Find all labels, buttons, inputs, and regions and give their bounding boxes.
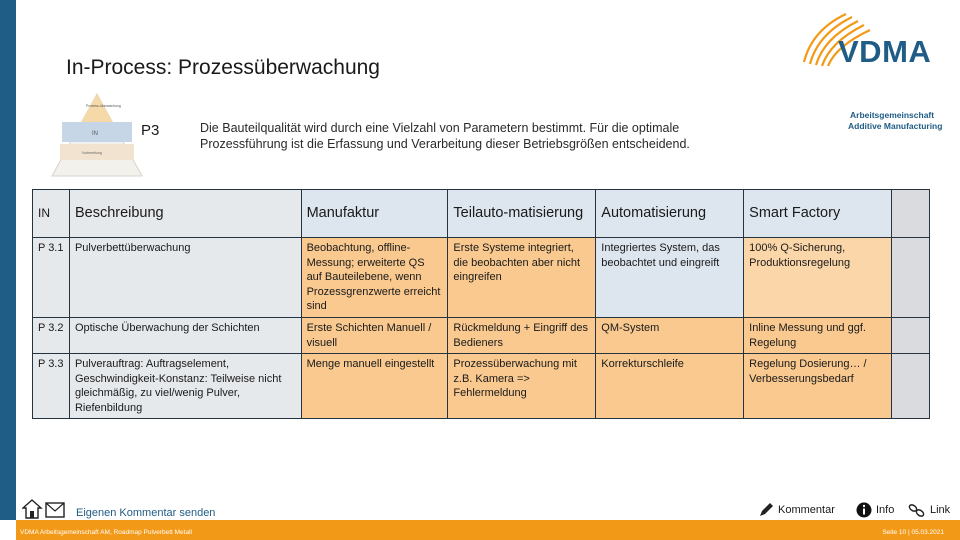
cell-extra [892, 318, 930, 354]
cell-automatisierung: Korrekturschleife [596, 354, 744, 419]
cell-extra [892, 238, 930, 318]
footer-page-date: Seite 10 | 05.03.2021 [882, 529, 944, 536]
pyramid-layer-top: Prozess-überwachung [86, 104, 121, 108]
info-icon [856, 502, 872, 518]
cell-beschreibung: Pulverauftrag: Auftragselement, Geschwindigkeit-Konstanz: Teilweise nicht gleichmäßig, zu viel/wenig Pulver, Riefenbildung [69, 354, 301, 419]
logo-subtitle-1: Arbeitsgemeinschaft [850, 110, 935, 120]
header-in: IN [33, 190, 70, 238]
cell-smart-factory: 100% Q-Sicherung, Produktionsregelung [744, 238, 892, 318]
logo-wordmark: VDMA [838, 34, 932, 69]
cell-automatisierung: Integriertes System, das beobachtet und eingreift [596, 238, 744, 318]
comment-button[interactable] [758, 502, 835, 518]
cell-id: P 3.1 [33, 238, 70, 318]
maturity-table [32, 189, 930, 419]
home-icon[interactable] [23, 500, 41, 518]
cell-manufaktur: Beobachtung, offline-Messung; erweiterte QS auf Bauteilebene, wenn Prozessgrenzwerte erreicht sind [301, 238, 448, 318]
header-automatisierung: Automatisierung [596, 190, 744, 238]
intro-text: Die Bauteilqualität wird durch eine Vielzahl von Parametern bestimmt. Für die optimale Prozessführung ist die Erfassung und Verarbeitung dieser Betriebsgrößen entscheidend. [200, 121, 690, 151]
bottom-nav-icons [22, 498, 66, 520]
cell-id: P 3.3 [33, 354, 70, 419]
cell-manufaktur: Menge manuell eingestellt [301, 354, 448, 419]
pencil-icon [758, 502, 774, 518]
header-extra [892, 190, 930, 238]
page-title: In-Process: Prozessüberwachung [66, 56, 380, 79]
vdma-logo [798, 10, 948, 135]
cell-smart-factory: Inline Messung und ggf. Regelung [744, 318, 892, 354]
header-smart-factory: Smart Factory [744, 190, 892, 238]
header-beschreibung: Beschreibung [69, 190, 301, 238]
cell-teilautomatisierung: Erste Systeme integriert, die beobachten aber nicht eingreifen [448, 238, 596, 318]
send-comment-link[interactable]: Eigenen Kommentar senden [76, 507, 216, 519]
pyramid-layer-in: IN [92, 131, 98, 137]
cell-manufaktur: Erste Schichten Manuell / visuell [301, 318, 448, 354]
table-row [33, 238, 930, 318]
link-button[interactable] [908, 502, 950, 518]
table-row [33, 318, 930, 354]
comment-label: Kommentar [778, 504, 835, 516]
cell-teilautomatisierung: Prozessüberwachung mit z.B. Kamera => Fehlermeldung [448, 354, 596, 419]
pyramid-layer-bottom: Vorbereitung [82, 151, 102, 155]
cell-automatisierung: QM-System [596, 318, 744, 354]
pyramid-top-layer [81, 94, 113, 122]
left-accent-bar [0, 0, 16, 520]
info-label: Info [876, 504, 895, 516]
info-button[interactable] [856, 502, 894, 518]
header-teilautomatisierung: Teilauto-matisierung [448, 190, 596, 238]
pyramid-diagram [50, 92, 144, 178]
link-icon [908, 502, 926, 518]
header-manufaktur: Manufaktur [301, 190, 448, 238]
logo-subtitle-2: Additive Manufacturing [848, 121, 943, 131]
cell-smart-factory: Regelung Dosierung… / Verbesserungsbedarf [744, 354, 892, 419]
table-row [33, 354, 930, 419]
pyramid-p3-label: P3 [141, 122, 160, 139]
mail-icon[interactable] [46, 503, 64, 517]
cell-id: P 3.2 [33, 318, 70, 354]
cell-beschreibung: Optische Überwachung der Schichten [69, 318, 301, 354]
cell-teilautomatisierung: Rückmeldung + Eingriff des Bedieners [448, 318, 596, 354]
cell-beschreibung: Pulverbettüberwachung [69, 238, 301, 318]
link-label: Link [930, 504, 951, 516]
table-header-row [33, 190, 930, 238]
cell-extra [892, 354, 930, 419]
footer-source: VDMA Arbeitsgemeinschaft AM, Roadmap Pulverbett Metall [20, 529, 192, 536]
